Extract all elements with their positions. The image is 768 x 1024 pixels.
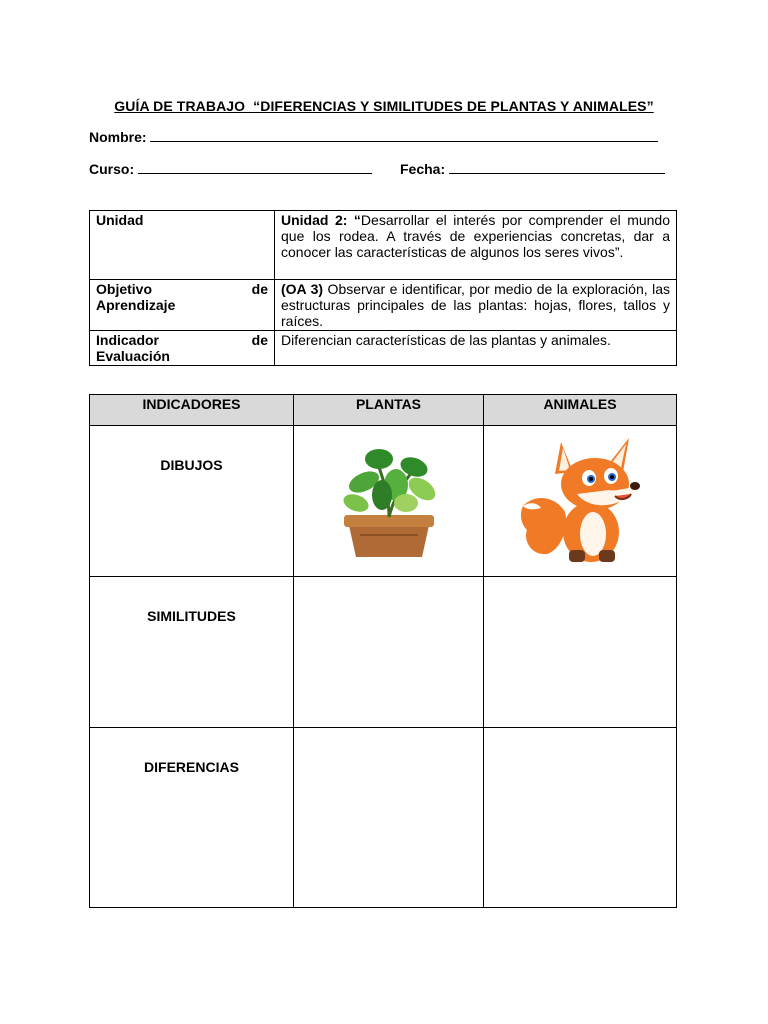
nombre-colon: : xyxy=(141,129,151,145)
unidad-content xyxy=(275,211,677,280)
indicador-label-line1: Indicador de xyxy=(96,332,268,348)
objetivo-bold: (OA 3) xyxy=(281,281,324,297)
indicador-content: Diferencian características de las plantas y animales. xyxy=(275,331,677,366)
objetivo-label-line1: Objetivo de xyxy=(96,281,268,297)
similitudes-animales-cell[interactable] xyxy=(484,577,677,728)
info-table xyxy=(89,210,677,366)
fecha-row xyxy=(400,161,665,177)
plant-drawing-cell xyxy=(294,426,484,577)
curso-label: Curso: xyxy=(89,161,135,177)
header-plantas: PLANTAS xyxy=(294,395,484,426)
fecha-label: Fecha: xyxy=(400,161,446,177)
unidad-label: Unidad xyxy=(90,211,275,280)
diferencias-animales-cell[interactable] xyxy=(484,728,677,908)
comparison-table xyxy=(89,394,677,908)
potted-plant-icon xyxy=(334,437,444,563)
nombre-row xyxy=(89,129,658,145)
row-label-diferencias: DIFERENCIAS xyxy=(90,728,294,908)
header-indicadores: INDICADORES xyxy=(90,395,294,426)
indicador-label-cell xyxy=(90,331,275,366)
unidad-text: Desarrollar el interés por comprender el mundo que los rodea. A través de experiencias concretas, dar a conocer las características de algunos los seres vivos”. xyxy=(281,212,671,260)
row-label-similitudes: SIMILITUDES xyxy=(90,577,294,728)
unidad-bold: Unidad 2: “ xyxy=(281,212,361,228)
nombre-field[interactable] xyxy=(150,129,658,142)
page-title: GUÍA DE TRABAJO “DIFERENCIAS Y SIMILITUDES DE PLANTAS Y ANIMALES” xyxy=(114,98,654,114)
curso-row xyxy=(89,161,372,177)
nombre-label: Nombre xyxy=(89,129,142,145)
animal-drawing-cell xyxy=(484,426,677,577)
row-label-dibujos: DIBUJOS xyxy=(90,426,294,577)
objetivo-label-cell xyxy=(90,280,275,331)
objetivo-label-line2: Aprendizaje xyxy=(96,297,176,313)
fecha-field[interactable] xyxy=(449,161,665,174)
objetivo-content xyxy=(275,280,677,331)
curso-field[interactable] xyxy=(138,161,372,174)
similitudes-plantas-cell[interactable] xyxy=(294,577,484,728)
fox-icon xyxy=(517,432,643,568)
header-animales: ANIMALES xyxy=(484,395,677,426)
diferencias-plantas-cell[interactable] xyxy=(294,728,484,908)
indicador-label-line2: Evaluación xyxy=(96,348,170,364)
objetivo-text: Observar e identificar, por medio de la exploración, las estructuras principales de las plantas: hojas, flores, tallos y raíces. xyxy=(281,281,670,329)
